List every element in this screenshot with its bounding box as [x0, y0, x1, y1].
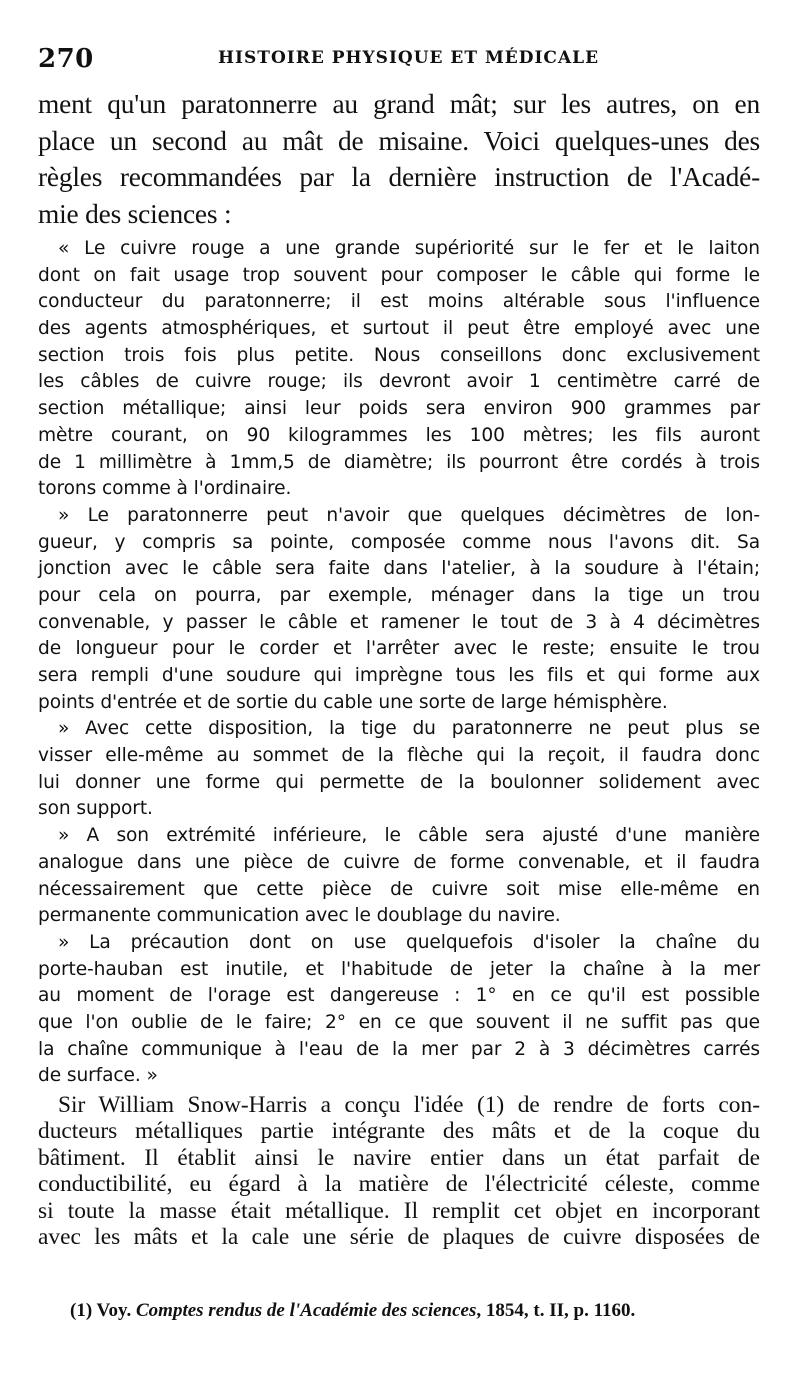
text-line: « Le cuivre rouge a une grande supériorité sur le fer et le laiton	[58, 238, 760, 259]
footnote-suffix: , 1854, t. II, p. 1160.	[476, 1300, 636, 1321]
text-line: » A son extrémité inférieure, le câble sera ajusté d'une manière	[58, 825, 760, 847]
intro-paragraph	[38, 86, 760, 232]
text-line: » La précaution dont on use quelquefois d'isoler la chaîne du	[58, 931, 760, 953]
text-line: ducteurs métalliques partie intégrante des mâts et de la coque du	[38, 1118, 760, 1145]
text-line: visser elle-même au sommet de la flèche qui la reçoit, il faudra donc	[38, 745, 760, 767]
text-line: de surface. »	[38, 1065, 158, 1087]
text-line: des agents atmosphériques, et surtout il peut être employé avec une	[38, 318, 760, 340]
text-line: de longueur pour le corder et l'arrêter avec le reste; ensuite le trou	[38, 638, 760, 660]
text-line: porte-hauban est inutile, et l'habitude de jeter la chaîne à la mer	[38, 958, 760, 980]
text-line: gueur, y compris sa pointe, composée comme nous l'avons dit. Sa	[38, 531, 760, 553]
quoted-instruction	[38, 236, 760, 1090]
text-line: permanente communication avec le doublage du navire.	[38, 905, 561, 927]
footnote-title: Comptes rendus de l'Académie des sciences	[136, 1300, 477, 1321]
text-line: mètre courant, on 90 kilogrammes les 100 mètres; les fils auront	[38, 424, 760, 446]
text-line: » Avec cette disposition, la tige du paratonnerre ne peut plus se	[58, 718, 760, 740]
text-line: au moment de l'orage est dangereuse : 1° en ce qu'il est possible	[38, 985, 760, 1007]
text-line: dont on fait usage trop souvent pour composer le câble qui forme le	[38, 264, 760, 286]
text-line: analogue dans une pièce de cuivre de forme convenable, et il faudra	[38, 851, 760, 873]
text-line: section métallique; ainsi leur poids sera environ 900 grammes par	[38, 398, 760, 420]
page-body	[38, 86, 760, 1250]
text-line: section trois fois plus petite. Nous conseillons donc exclusivement	[38, 344, 760, 366]
text-line: » Le paratonnerre peut n'avoir que quelques décimètres de lon-	[58, 504, 760, 526]
text-line: Sir William Snow-Harris a conçu l'idée (1) de rendre de forts con-	[58, 1092, 760, 1118]
text-line: place un second au mât de misaine. Voici quelques-unes des	[38, 125, 760, 156]
text-line: de 1 millimètre à 1mm,5 de diamètre; ils pourront être cordés à trois	[38, 451, 760, 473]
text-line: torons comme à l'ordinaire.	[38, 478, 292, 500]
text-line: nécessairement que cette pièce de cuivre soit mise elle-même en	[38, 878, 760, 900]
text-line: son support.	[38, 798, 153, 820]
text-line: conducteur du paratonnerre; il est moins altérable sous l'influence	[38, 291, 760, 313]
text-line: les câbles de cuivre rouge; ils devront avoir 1 centimètre carré de	[38, 371, 760, 393]
text-line: ment qu'un paratonnerre au grand mât; sur les autres, on en	[38, 89, 760, 119]
page-number: 270	[38, 44, 94, 74]
text-line: lui donner une forme qui permette de la boulonner solidement avec	[38, 771, 760, 793]
text-line: si toute la masse était métallique. Il remplit cet objet en incorporant	[38, 1197, 760, 1224]
text-line: jonction avec le câble sera faite dans l'atelier, à la soudure à l'étain;	[38, 558, 760, 580]
text-line: la chaîne communique à l'eau de la mer par 2 à 3 décimètres carrés	[38, 1038, 760, 1060]
text-line: mie des sciences :	[38, 198, 232, 229]
running-head: HISTOIRE PHYSIQUE ET MÉDICALE	[218, 48, 600, 68]
text-line: que l'on oublie de le faire; 2° en ce que souvent il ne suffit pas que	[38, 1011, 760, 1033]
text-line: pour cela on pourra, par exemple, ménager dans la tige un trou	[38, 584, 760, 606]
text-line: sera rempli d'une soudure qui imprègne tous les fils et qui forme aux	[38, 665, 760, 686]
text-line: avec les mâts et la cale une série de plaques de cuivre disposées de	[38, 1223, 760, 1250]
text-line: convenable, y passer le câble et ramener le tout de 3 à 4 décimètres	[38, 611, 760, 633]
page-header	[38, 38, 760, 78]
footnote-prefix: (1) Voy.	[70, 1300, 136, 1321]
text-line: points d'entrée et de sortie du cable une sorte de large hémisphère.	[38, 691, 668, 713]
text-line: règles recommandées par la dernière instruction de l'Acadé-	[38, 162, 760, 192]
closing-paragraph	[38, 1092, 760, 1250]
text-line: conductibilité, eu égard à la matière de l'électricité céleste, comme	[38, 1171, 760, 1198]
footnote	[70, 1300, 770, 1322]
text-line: bâtiment. Il établit ainsi le navire entier dans un état parfait de	[38, 1144, 760, 1171]
